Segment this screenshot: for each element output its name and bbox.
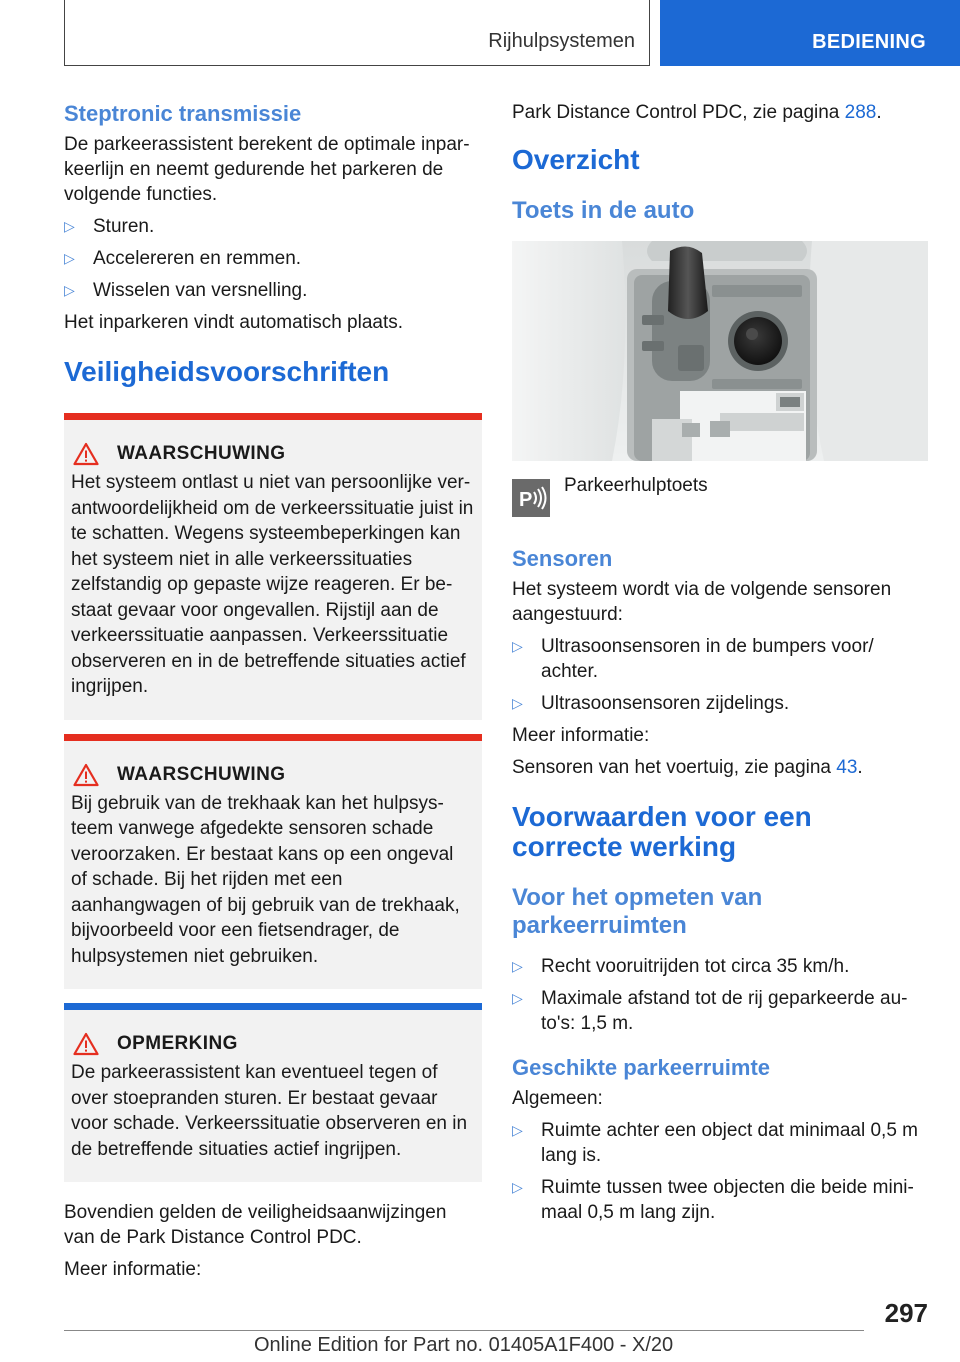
page-link-43[interactable]: 43 <box>836 757 858 778</box>
functions-list <box>64 214 482 303</box>
triangle-bullet-icon: ▷ <box>64 250 75 266</box>
header-section-box <box>64 0 650 66</box>
triangle-bullet-icon: ▷ <box>512 958 523 974</box>
list-item: ▷ Ruimte tussen twee objecten die beide minimaal 0,5 m lang zijn. <box>512 1177 914 1223</box>
list-item: ▷ Accelereren en remmen. <box>64 248 302 269</box>
list-item: ▷ Ruimte achter een object dat minimaal 0,5 m lang is. <box>512 1120 919 1166</box>
warning-box-1 <box>64 413 482 720</box>
triangle-bullet-icon: ▷ <box>512 638 523 654</box>
paragraph-general: Algemeen: <box>512 1088 603 1109</box>
header-chapter-tab <box>660 0 960 66</box>
parking-key-row <box>512 475 928 517</box>
triangle-bullet-icon: ▷ <box>512 695 523 711</box>
paragraph-also: Bovendien gelden de veiligheidsaanwijzingen van de Park Distance Control PDC. <box>64 1202 447 1248</box>
heading-conditions: Voorwaarden voor een correcte werking <box>512 801 812 862</box>
warning-text: Bij gebruik van de trekhaak kan het hulpsysteem vanwege afgedekte sensoren schade veroorzaken. Er bestaat kans op een ongeval of schade. Bij het rijden met een aanhangwagen of bij gebruik van de trekhaak, bijvoorbeeld voor een fietsendrager, de hulpsystemen niet gebruiken. <box>71 792 460 967</box>
paragraph-more-info: Meer informatie: <box>64 1259 202 1280</box>
list-item: ▷ Ultrasoonsensoren zijdelings. <box>512 693 790 714</box>
paragraph-sensors: Het systeem wordt via de volgende sensoren aangestuurd: <box>512 579 892 625</box>
reference-sensors: Sensoren van het voertuig, zie pagina 43. <box>512 757 863 778</box>
paragraph-intro: De parkeerassistent berekent de optimale inparkeerlijn en neemt gedurende het parkeren de volgende functies. <box>64 134 470 205</box>
list-item: ▷ Wisselen van versnelling. <box>64 280 308 301</box>
warning-box-2 <box>64 734 482 990</box>
header-chapter-label: BEDIENING <box>812 31 926 53</box>
note-title: OPMERKING <box>117 1033 238 1054</box>
paragraph-auto: Het inparkeren vindt automatisch plaats. <box>64 312 404 333</box>
warning-triangle-icon <box>73 442 99 466</box>
left-column <box>64 100 482 1289</box>
triangle-bullet-icon: ▷ <box>512 1179 523 1195</box>
list-item: ▷ Maximale afstand tot de rij geparkeerde auto's: 1,5 m. <box>512 988 908 1034</box>
key-label: Parkeerhulptoets <box>564 475 708 496</box>
warning-triangle-icon <box>73 763 99 787</box>
triangle-bullet-icon: ▷ <box>512 990 523 1006</box>
warning-title: WAARSCHUWING <box>117 443 286 464</box>
parking-assist-key-icon <box>512 479 550 517</box>
heading-overview: Overzicht <box>512 144 640 175</box>
list-item: ▷ Recht vooruitrijden tot circa 35 km/h. <box>512 956 850 977</box>
list-item: ▷ Sturen. <box>64 216 155 237</box>
note-text: De parkeerassistent kan eventueel tegen of over stoepranden sturen. Er bestaat gevaar voor schade. Verkeerssituatie observeren en in de betreffende situaties actief ingrijpen. <box>71 1062 468 1160</box>
center-console-image <box>512 241 928 461</box>
warning-text: Het systeem ontlast u niet van persoonlijke verantwoordelijkheid om de verkeerssituatie juist in te schatten. Wegens systeembeperkingen kan het systeem niet in alle verkeerssituaties zelfstandig op gepaste wijze reageren. Er bestaat gevaar voor ongevallen. Rijstijl aan de verkeerssituatie aanpassen. Verkeerssituatie observeren en in de betreffende situaties actief ingrijpen. <box>71 472 474 697</box>
warning-title: WAARSCHUWING <box>117 763 286 785</box>
sensors-list <box>512 634 928 716</box>
heading-measure: Voor het opmeten van parkeerruimten <box>512 884 763 939</box>
triangle-bullet-icon: ▷ <box>64 218 75 234</box>
paragraph-more-info-right: Meer informatie: <box>512 725 650 746</box>
footer-divider <box>64 1330 864 1331</box>
page-link-288[interactable]: 288 <box>844 102 877 123</box>
header-section-title: Rijhulpsystemen <box>488 30 635 52</box>
heading-steptronic: Steptronic transmissie <box>64 101 302 126</box>
triangle-bullet-icon: ▷ <box>512 1122 523 1138</box>
svg-text:P: P <box>519 489 533 511</box>
heading-safety: Veiligheidsvoorschriften <box>64 356 390 387</box>
right-column <box>512 100 928 1232</box>
note-box <box>64 1003 482 1182</box>
heading-button-in-car: Toets in de auto <box>512 197 695 224</box>
heading-sensors: Sensoren <box>512 546 613 571</box>
warning-triangle-icon <box>73 1032 99 1056</box>
list-item: ▷ Ultrasoonsensoren in de bumpers voor/ achter. <box>512 636 874 682</box>
triangle-bullet-icon: ▷ <box>64 282 75 298</box>
page-number: 297 <box>884 1298 928 1328</box>
measure-list <box>512 954 928 1036</box>
footer-edition: Online Edition for Part no. 01405A1F400 - X/20 <box>254 1334 674 1356</box>
reference-pdc: Park Distance Control PDC, zie pagina 288. <box>512 102 882 123</box>
heading-suitable-space: Geschikte parkeerruimte <box>512 1055 771 1080</box>
space-list <box>512 1118 928 1225</box>
